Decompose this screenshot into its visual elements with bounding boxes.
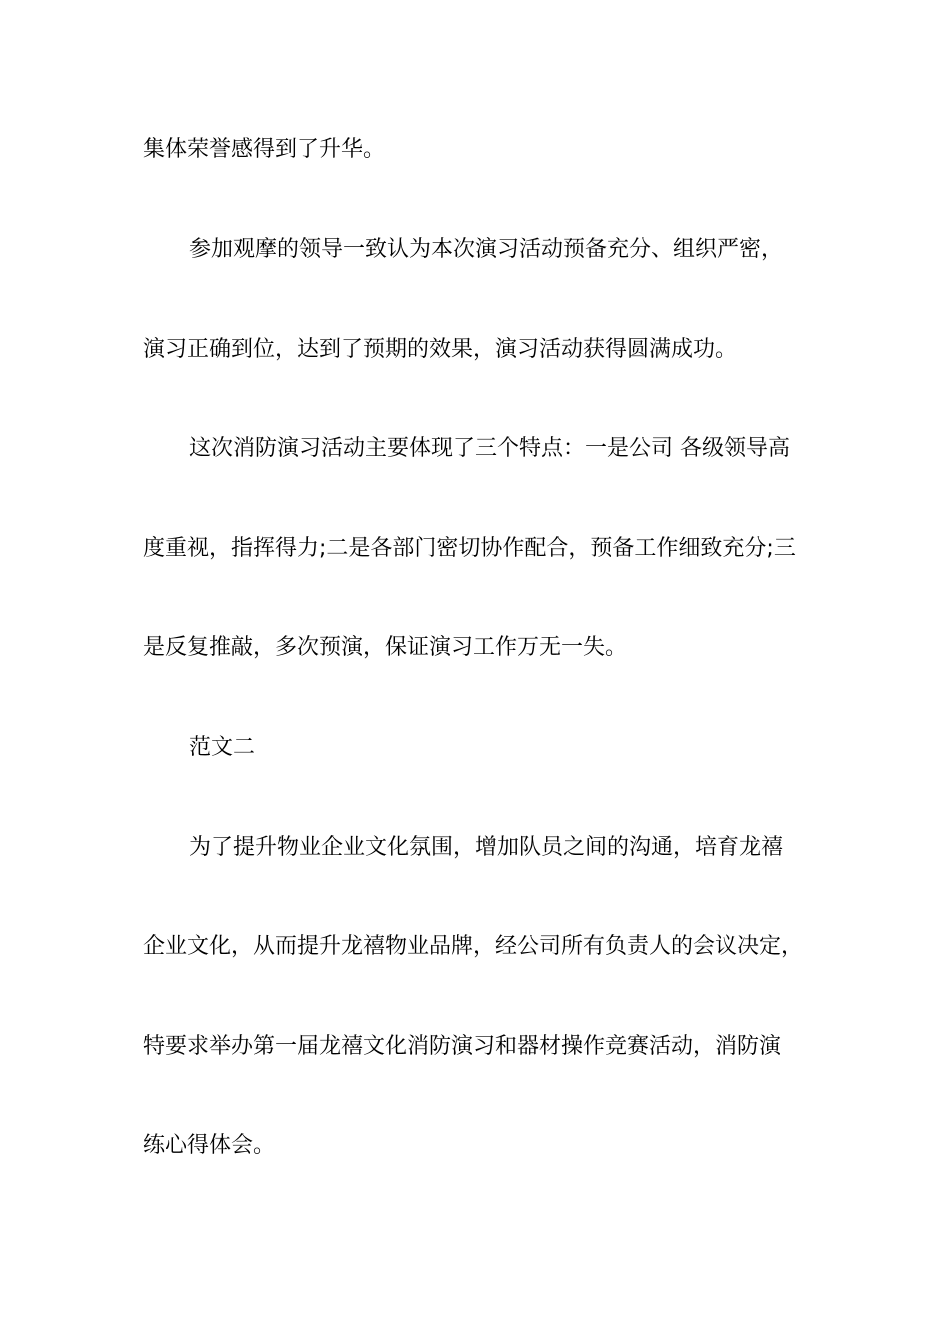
paragraph-line: 这次消防演习活动主要体现了三个特点：一是公司 各级领导高	[189, 436, 790, 461]
section-heading: 范文二	[189, 735, 256, 760]
paragraph-line: 度重视，指挥得力;二是各部门密切协作配合，预备工作细致充分;三	[143, 536, 796, 561]
paragraph-line: 特要求举办第一届龙禧文化消防演习和器材操作竞赛活动，消防演	[143, 1034, 782, 1059]
paragraph-line: 企业文化，从而提升龙禧物业品牌，经公司所有负责人的会议决定，	[143, 934, 804, 959]
paragraph-line: 练心得体会。	[143, 1133, 276, 1158]
paragraph-line: 演习正确到位，达到了预期的效果，演习活动获得圆满成功。	[143, 337, 738, 362]
paragraph-line: 集体荣誉感得到了升华。	[143, 137, 386, 162]
paragraph-line: 是反复推敲，多次预演，保证演习工作万无一失。	[143, 635, 628, 660]
paragraph-line: 为了提升物业企业文化氛围，增加队员之间的沟通，培育龙禧	[189, 835, 784, 860]
paragraph-line: 参加观摩的领导一致认为本次演习活动预备充分、组织严密，	[189, 237, 784, 262]
